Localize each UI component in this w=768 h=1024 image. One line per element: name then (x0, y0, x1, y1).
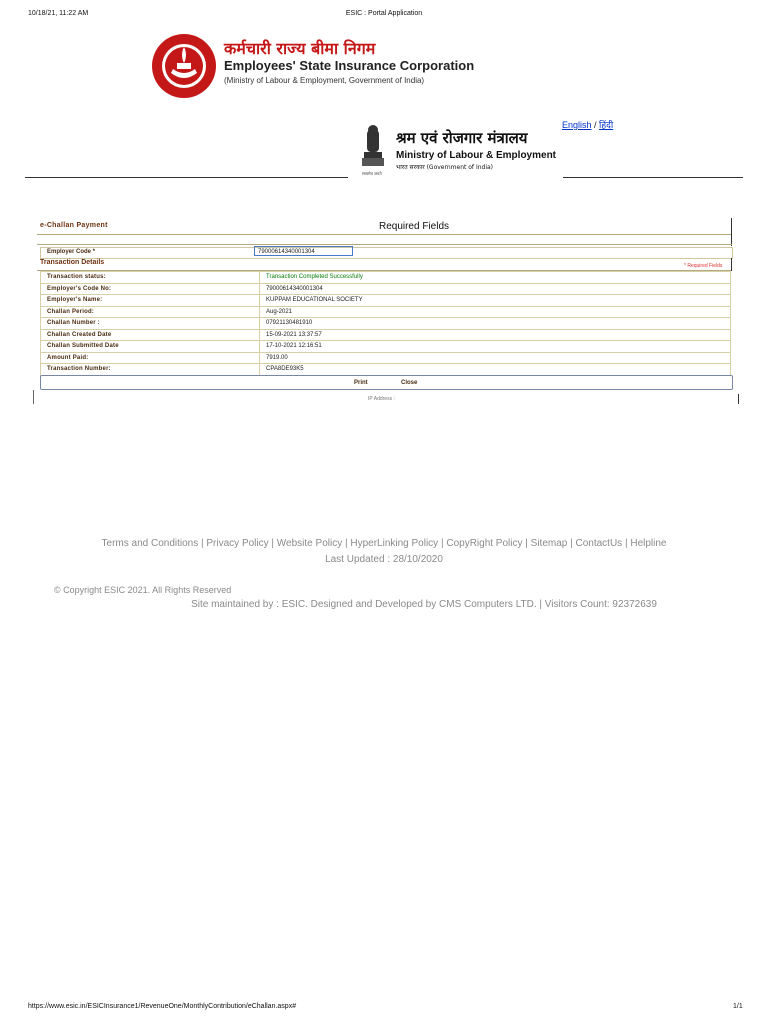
detail-value: 7919.00 (260, 352, 731, 364)
contactus-link[interactable]: ContactUs (575, 538, 623, 549)
detail-value: Aug-2021 (260, 306, 731, 318)
footer-links: Terms and Conditions | Privacy Policy | Website Policy | HyperLinking Policy | CopyRight Policy | Sitemap | ContactUs | Helpline (101, 538, 667, 549)
section-title: e-Challan Payment (40, 222, 108, 229)
org-ministry: (Ministry of Labour & Employment, Government of India) (224, 76, 425, 85)
detail-label: Challan Submitted Date (41, 341, 260, 353)
table-row (41, 352, 731, 364)
table-row (41, 341, 731, 353)
header-rule-right (563, 177, 743, 178)
detail-label: Amount Paid: (41, 352, 260, 364)
detail-label: Challan Period: (41, 306, 260, 318)
copyright-policy-link[interactable]: CopyRight Policy (446, 538, 523, 549)
language-toggle (562, 118, 613, 131)
terms-link[interactable]: Terms and Conditions (101, 538, 199, 549)
copyright: © Copyright ESIC 2021. All Rights Reserved (54, 585, 232, 595)
detail-value: 79000614340001304 (260, 283, 731, 295)
print-page-title: ESIC : Portal Application (345, 10, 423, 17)
table-row (41, 295, 731, 307)
detail-label: Challan Created Date (41, 329, 260, 341)
print-datetime: 10/18/21, 11:22 AM (28, 10, 89, 17)
required-note: * Required Fields (684, 263, 723, 269)
transaction-details-label: Transaction Details (40, 259, 105, 266)
language-separator: / (591, 120, 600, 130)
english-link[interactable]: English (562, 120, 592, 130)
hindi-link[interactable]: हिंदी (599, 120, 614, 130)
detail-label: Employer's Name: (41, 295, 260, 307)
sitemap-link[interactable]: Sitemap (530, 538, 568, 549)
table-row (41, 283, 731, 295)
print-header (0, 10, 768, 24)
transaction-details-header (37, 258, 732, 271)
ministry-name-english: Ministry of Labour & Employment (396, 150, 557, 161)
print-page-number: 1/1 (733, 1003, 743, 1010)
table-row (41, 364, 731, 376)
table-row (41, 329, 731, 341)
website-policy-link[interactable]: Website Policy (276, 538, 343, 549)
detail-value: 15-09-2021 13:37:57 (260, 329, 731, 341)
detail-label: Transaction status: (41, 272, 260, 284)
detail-value: KUPPAM EDUCATIONAL SOCIETY (260, 295, 731, 307)
org-name-hindi: कर्मचारी राज्य बीमा निगम (224, 39, 376, 58)
required-fields-title: Required Fields (378, 221, 450, 232)
form-band (37, 235, 732, 245)
header-rule-left (25, 177, 348, 178)
emblem-caption: सत्यमेव जयते (362, 171, 382, 176)
table-row (41, 306, 731, 318)
print-button[interactable]: Print (354, 380, 368, 386)
form-border-left (33, 390, 34, 404)
employer-code-label: Employer Code * (47, 249, 96, 255)
transaction-details-table (40, 271, 731, 376)
table-row (41, 318, 731, 330)
table-row (41, 272, 731, 284)
helpline-link[interactable]: Helpline (630, 538, 667, 549)
ip-address-label: IP Address : (368, 396, 395, 402)
last-updated: Last Updated : 28/10/2020 (325, 554, 443, 565)
ministry-name-hindi: श्रम एवं रोजगार मंत्रालय (396, 129, 528, 147)
detail-value: Transaction Completed Successfully (260, 272, 731, 284)
org-name-english: Employees' State Insurance Corporation (224, 58, 475, 73)
government-of-india: भारत सरकार (Government of India) (396, 164, 494, 171)
site-maintained: Site maintained by : ESIC. Designed and Developed by CMS Computers LTD. | Visitors Count: 92372639 (191, 599, 657, 610)
detail-value: 07921130481910 (260, 318, 731, 330)
print-url: https://www.esic.in/ESICInsurance1/RevenueOne/MonthlyContribution/eChallan.aspx# (28, 1003, 297, 1010)
employer-code-input[interactable]: 79000614340001304 (254, 246, 353, 256)
privacy-policy-link[interactable]: Privacy Policy (206, 538, 269, 549)
close-button[interactable]: Close (401, 380, 418, 386)
detail-label: Challan Number : (41, 318, 260, 330)
detail-value: 17-10-2021 12:16:51 (260, 341, 731, 353)
hyperlinking-policy-link[interactable]: HyperLinking Policy (350, 538, 439, 549)
detail-value: CPA8DE93K5 (260, 364, 731, 376)
form-border-right-bottom (738, 394, 739, 404)
details-border-right (731, 258, 732, 271)
action-bar (40, 375, 733, 390)
national-emblem-icon (358, 124, 388, 174)
esic-logo-icon (151, 33, 217, 99)
detail-label: Transaction Number: (41, 364, 260, 376)
detail-label: Employer's Code No: (41, 283, 260, 295)
